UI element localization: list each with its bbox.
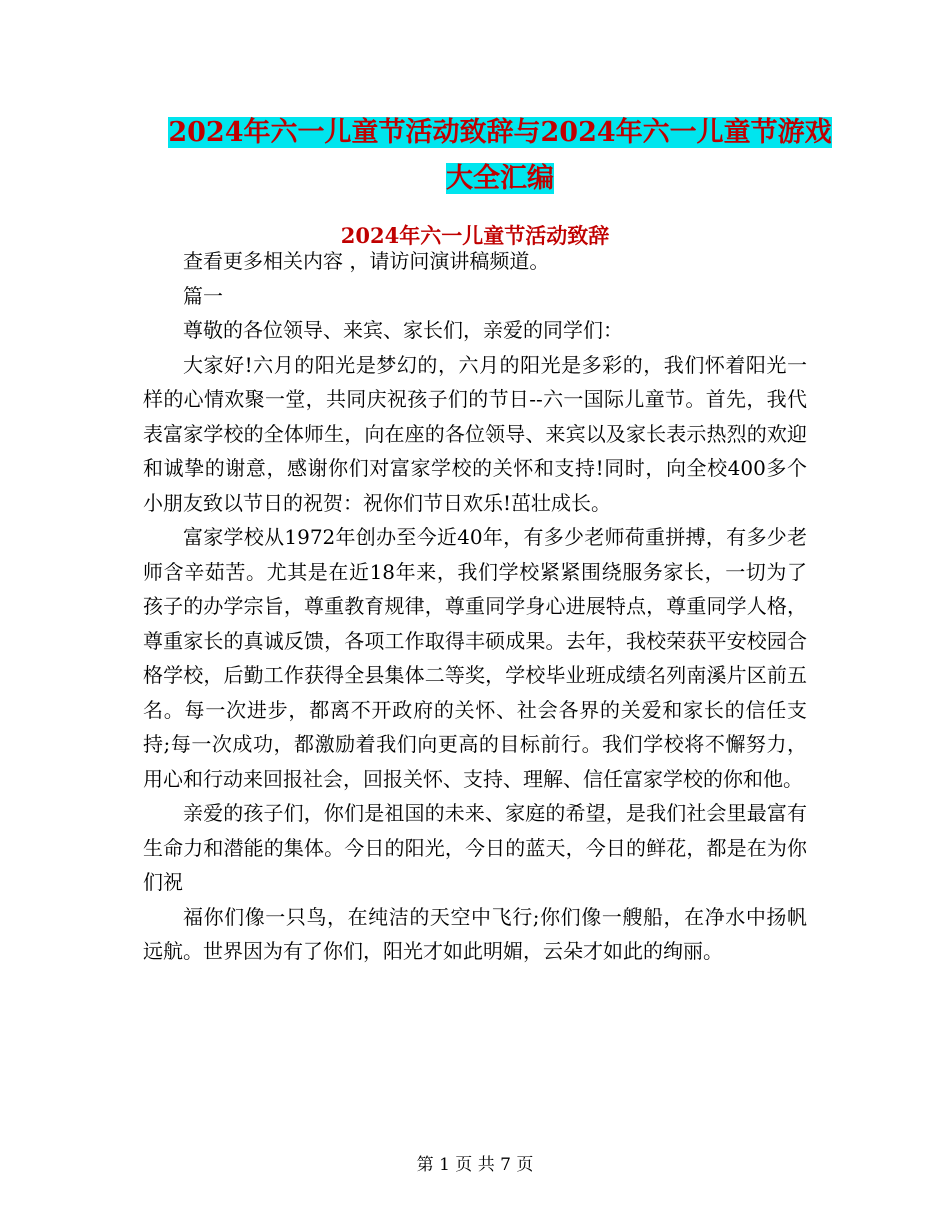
paragraph-part-label: 篇一 (183, 283, 223, 308)
document-title-line-2: 大全汇编 (446, 163, 554, 194)
paragraph-school-history: 富家学校从1972年创办至今近40年，有多少老师荷重拼搏，有多少老师含辛茹苦。尤其是在近18年来，我们学校紧紧围绕服务家长，一切为了孩子的办学宗旨，尊重教育规律，尊重同学身心进展特点，尊重同学人格，尊重家长的真诚反馈，各项工作取得丰硕成果。去年，我校荣获平安校园合格学校，后勤工作获得全县集体二等奖，学校毕业班成绩名列南溪片区前五名。每一次进步，都离不开政府的关怀、社会各界的关爱和家长的信任支持;每一次成功，都激励着我们向更高的目标前行。我们学校将不懈努力，用心和行动来回报社会，回报关怀、支持、理解、信任富家学校的你和他。 (143, 525, 807, 791)
document-title (150, 110, 850, 202)
paragraph-greeting: 大家好!六月的阳光是梦幻的，六月的阳光是多彩的，我们怀着阳光一样的心情欢聚一堂，共同庆祝孩子们的节日--六一国际儿童节。首先，我代表富家学校的全体师生，向在座的各位领导、来宾以及家长表示热烈的欢迎和诚挚的谢意，感谢你们对富家学校的关怀和支持!同时，向全校400多个小朋友致以节日的祝贺：祝你们节日欢乐!茁壮成长。 (143, 352, 807, 515)
page-footer: 第 1 页 共 7 页 (416, 1155, 534, 1175)
paragraph-channel-note: 查看更多相关内容 ，请访问演讲稿频道。 (183, 249, 550, 273)
document-title-line-1: 2024年六一儿童节活动致辞与2024年六一儿童节游戏 (168, 117, 832, 148)
paragraph-children: 亲爱的孩子们，你们是祖国的未来、家庭的希望，是我们社会里最富有生命力和潜能的集体。今日的阳光，今日的蓝天，今日的鲜花，都是在为你们祝 (143, 801, 807, 894)
paragraph-salutation: 尊敬的各位领导、来宾、家长们，亲爱的同学们： (183, 318, 623, 342)
section-title: 2024年六一儿童节活动致辞 (340, 223, 610, 248)
paragraph-blessing: 福你们像一只鸟，在纯洁的天空中飞行;你们像一艘船，在净水中扬帆远航。世界因为有了你们，阳光才如此明媚，云朵才如此的绚丽。 (143, 904, 807, 963)
document-body (143, 244, 807, 969)
